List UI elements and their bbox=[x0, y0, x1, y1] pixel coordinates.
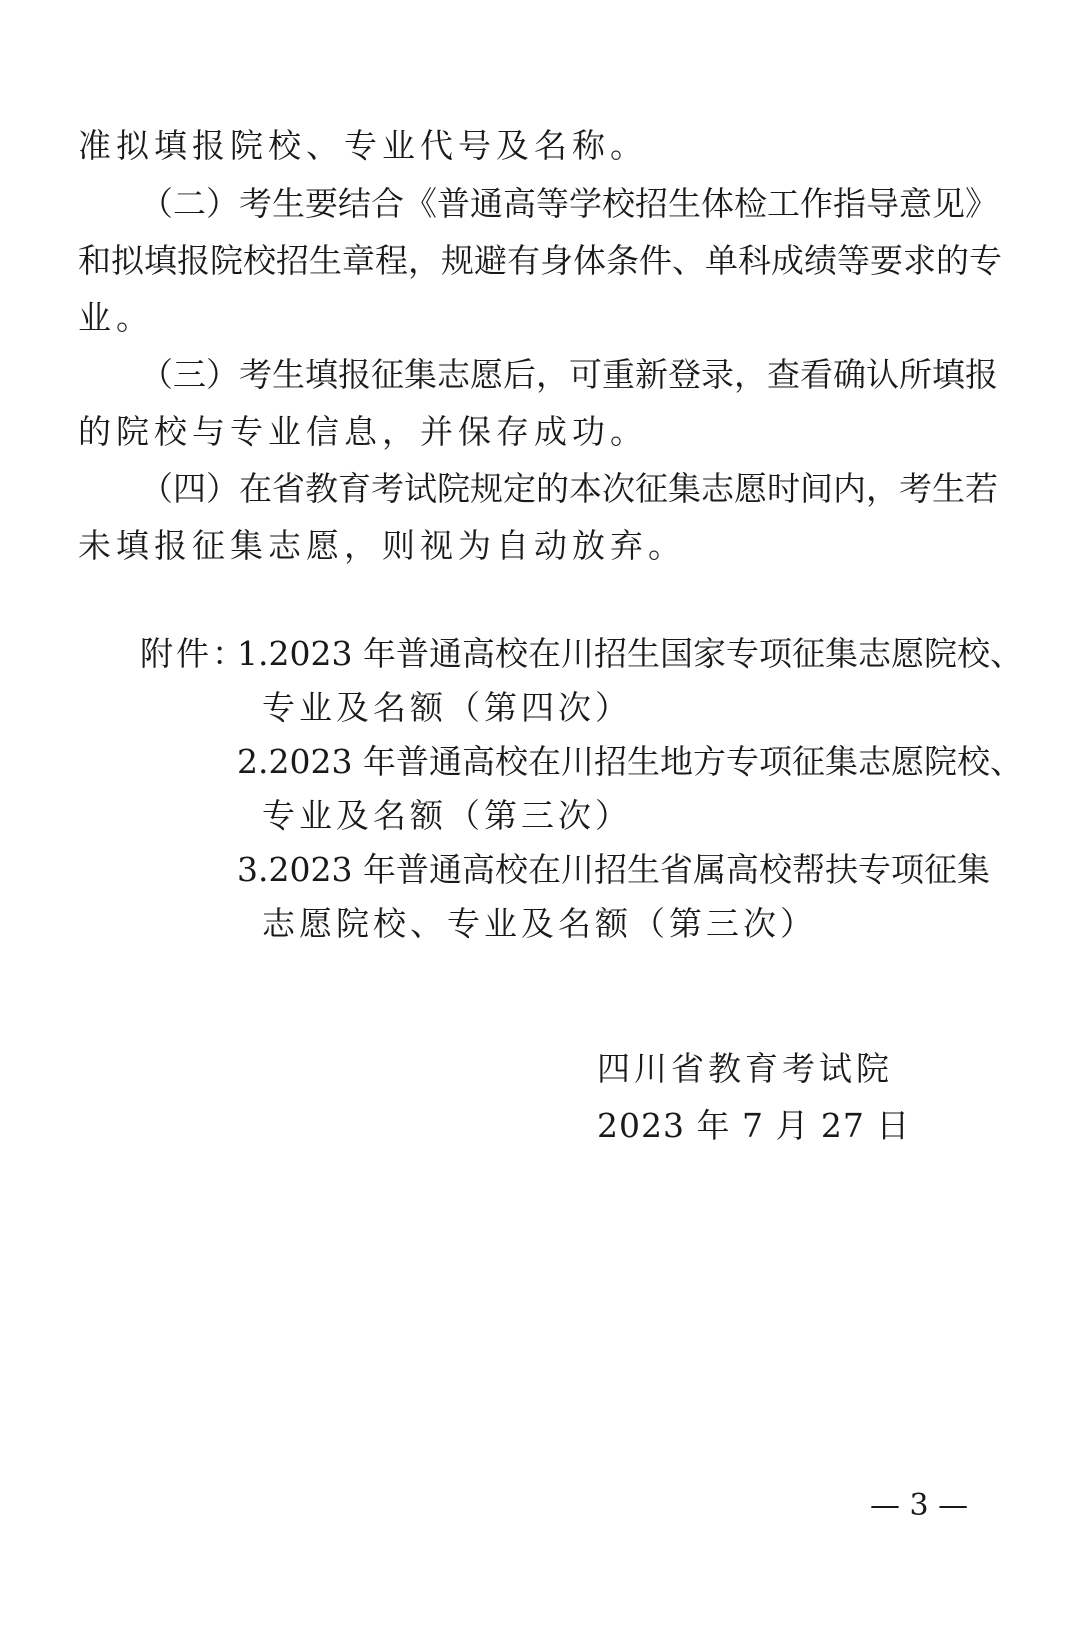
issue-date: 2023 年 7 月 27 日 bbox=[597, 1106, 911, 1145]
body-text-line: （二）考生要结合《普通高等学校招生体检工作指导意见》 bbox=[140, 184, 998, 223]
attachment-item-line: 志愿院校、专业及名额（第三次） bbox=[262, 904, 817, 943]
body-text-line: 的院校与专业信息，并保存成功。 bbox=[78, 412, 648, 451]
body-text-line: 和拟填报院校招生章程，规避有身体条件、单科成绩等要求的专 bbox=[78, 241, 1002, 280]
issuer-name: 四川省教育考试院 bbox=[597, 1049, 893, 1088]
body-text-line: 未填报征集志愿，则视为自动放弃。 bbox=[78, 526, 686, 565]
body-text-line: （三）考生填报征集志愿后，可重新登录，查看确认所填报 bbox=[140, 355, 998, 394]
attachment-item-line: 2.2023 年普通高校在川招生地方专项征集志愿院校、 bbox=[237, 742, 1023, 781]
attachment-item-line: 1.2023 年普通高校在川招生国家专项征集志愿院校、 bbox=[237, 634, 1023, 673]
attachments-label: 附件： bbox=[140, 634, 248, 673]
body-text-line: （四）在省教育考试院规定的本次征集志愿时间内，考生若 bbox=[140, 469, 998, 508]
body-text-line: 准拟填报院校、专业代号及名称。 bbox=[78, 126, 648, 165]
attachment-item-line: 3.2023 年普通高校在川招生省属高校帮扶专项征集 bbox=[237, 850, 990, 889]
page-number: — 3 — bbox=[870, 1488, 969, 1523]
body-text-line: 业。 bbox=[78, 298, 154, 337]
attachment-item-line: 专业及名额（第四次） bbox=[262, 688, 632, 727]
attachment-item-line: 专业及名额（第三次） bbox=[262, 796, 632, 835]
